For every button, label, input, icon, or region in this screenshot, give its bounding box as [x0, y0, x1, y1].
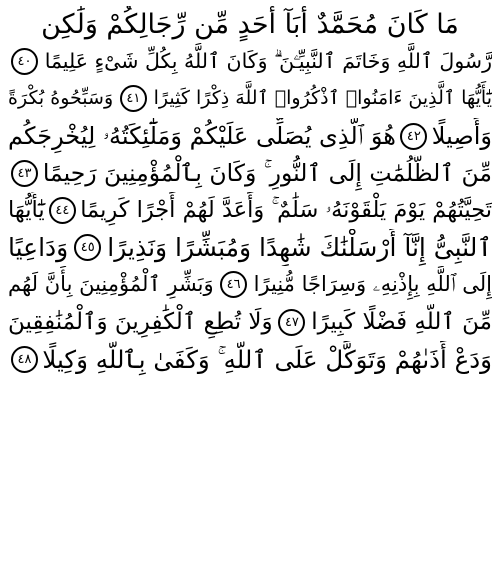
ayah-number-marker: ٤٠: [11, 48, 38, 75]
verse-line-6: [8, 192, 492, 229]
verse-line-4: [8, 118, 492, 155]
verse-line-5: [8, 155, 492, 192]
verse-line-3: [8, 80, 492, 117]
ayah-number-marker: ٤٧: [278, 309, 305, 336]
verse-text: مَا كَانَ مُحَمَّدٌ أَبَآ أَحَدٍ مِّن رِّجَالِكُمْ وَلَٰكِن: [41, 9, 459, 41]
ayah-number-marker: ٤٨: [11, 346, 38, 373]
verse-text: يَٰٓأَيُّهَا: [8, 197, 45, 224]
verse-text: ٱلنَّبِىُّ إِنَّآ أَرْسَلْنَٰكَ شَٰهِدًا وَمُبَشِّرًا وَنَذِيرًا: [107, 233, 492, 263]
verse-text: وَبَشِّرِ ٱلْمُؤْمِنِينَ بِأَنَّ لَهُم: [8, 272, 214, 297]
verse-text: مِّنَ ٱللَّهِ فَضْلًا كَبِيرًا: [311, 308, 492, 335]
ayah-number-marker: ٤٦: [220, 271, 247, 298]
verse-text: إِلَى ٱللَّهِ بِإِذْنِهِۦ وَسِرَاجًا مُّنِيرًا: [253, 272, 492, 297]
verse-line-2: [8, 43, 492, 80]
ayah-number-marker: ٤٢: [400, 123, 427, 150]
verse-line-9: [8, 304, 492, 341]
verse-text: وَدَعْ أَذَىٰهُمْ وَتَوَكَّلْ عَلَى ٱللَّهِ ۚ وَكَفَىٰ بِٱللَّهِ وَكِيلًا: [42, 344, 492, 374]
verse-text: وَسَبِّحُوهُ بُكْرَةً: [8, 87, 114, 110]
verse-text: وَأَصِيلًا: [431, 121, 492, 150]
verse-text: وَلَا تُطِعِ ٱلْكَٰفِرِينَ وَٱلْمُنَٰفِقِينَ: [8, 308, 273, 335]
ayah-number-marker: ٤٤: [49, 197, 76, 224]
verse-text: يَٰٓأَيُّهَا ٱلَّذِينَ ءَامَنُوا۟ ٱذْكُرُوا۟ ٱللَّهَ ذِكْرًا كَثِيرًا: [153, 87, 492, 110]
verse-line-1: [8, 6, 492, 43]
verse-text: رَّسُولَ ٱللَّهِ وَخَاتَمَ ٱلنَّبِيِّـۧنَ ۗ وَكَانَ ٱللَّهُ بِكُلِّ شَىْءٍ عَلِيمًا: [44, 49, 492, 74]
verse-line-10: [8, 341, 492, 378]
ayah-number-marker: ٤٣: [11, 160, 38, 187]
verse-text: وَدَاعِيًا: [8, 233, 69, 263]
verse-text: هُوَ ٱلَّذِى يُصَلِّى عَلَيْكُمْ وَمَلَٰٓئِكَتُهُۥ لِيُخْرِجَكُم: [8, 121, 396, 150]
ayah-number-marker: ٤١: [120, 85, 147, 112]
verse-text: مِّنَ ٱلظُّلُمَٰتِ إِلَى ٱلنُّورِ ۚ وَكَانَ بِٱلْمُؤْمِنِينَ رَحِيمًا: [42, 158, 492, 187]
verse-line-7: [8, 229, 492, 266]
ayah-number-marker: ٤٥: [74, 234, 101, 261]
verse-text: تَحِيَّتُهُمْ يَوْمَ يَلْقَوْنَهُۥ سَلَٰمٌ ۚ وَأَعَدَّ لَهُمْ أَجْرًا كَرِيمًا: [80, 197, 492, 224]
verse-line-8: [8, 266, 492, 303]
